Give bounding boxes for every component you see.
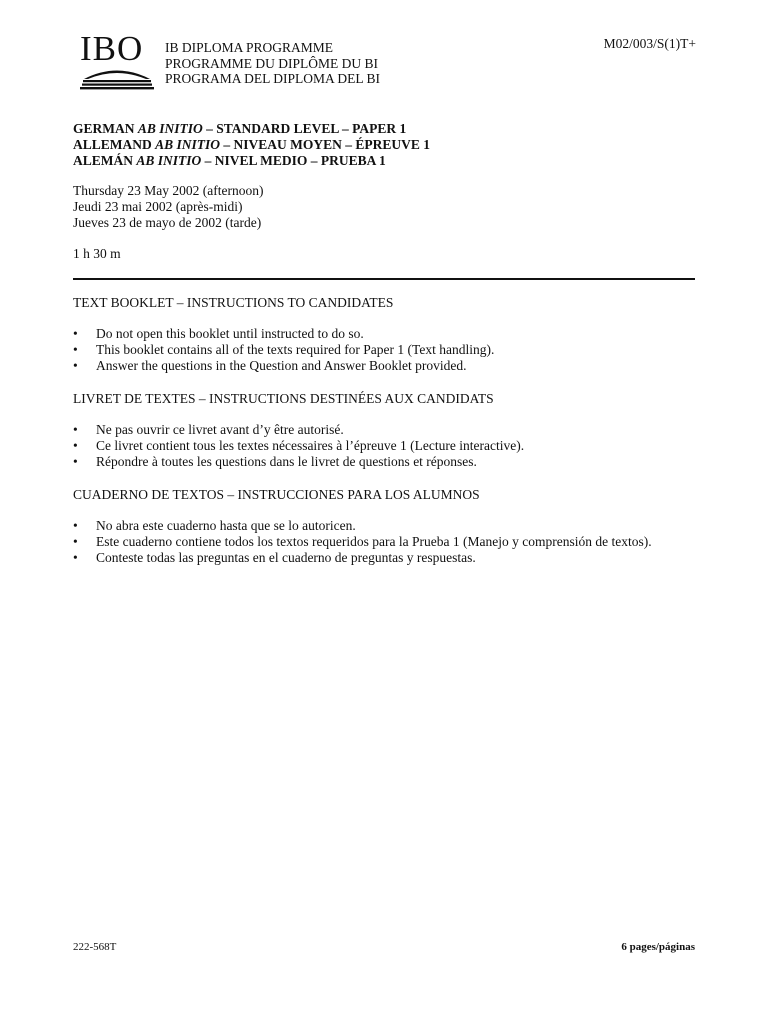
- list-item: • Answer the questions in the Question and Answer Booklet provided.: [73, 358, 467, 373]
- section-heading: LIVRET DE TEXTES – INSTRUCTIONS DESTINÉES AUX CANDIDATS: [73, 391, 494, 406]
- list-item: • Ce livret contient tous les textes nécessaires à l’épreuve 1 (Lecture interactive).: [73, 438, 525, 453]
- list-item: • Este cuaderno contiene todos los textos requeridos para la Prueba 1 (Manejo y comprensión de textos).: [73, 534, 652, 549]
- bullet-icon: •: [73, 534, 78, 549]
- date-fr: Jeudi 23 mai 2002 (après-midi): [73, 199, 243, 214]
- instructions-en: [73, 295, 494, 374]
- exam-dates: [73, 183, 263, 231]
- bullet-icon: •: [73, 422, 78, 437]
- ibo-logo: [80, 29, 156, 90]
- exam-duration: 1 h 30 m: [73, 246, 121, 261]
- date-es: Jueves 23 de mayo de 2002 (tarde): [73, 215, 262, 230]
- subject-line-fr: ALLEMAND AB INITIO – NIVEAU MOYEN – ÉPREUVE 1: [73, 137, 431, 152]
- logo-text: IBO: [80, 29, 144, 68]
- subject-line-en: GERMAN AB INITIO – STANDARD LEVEL – PAPER 1: [73, 121, 407, 136]
- subject-line-es: ALEMÁN AB INITIO – NIVEL MEDIO – PRUEBA 1: [73, 153, 386, 168]
- list-item: • Ne pas ouvrir ce livret avant d’y être autorisé.: [73, 422, 344, 437]
- page-count: 6 pages/páginas: [621, 941, 695, 953]
- exam-code: M02/003/S(1)T+: [603, 36, 696, 51]
- list-item: • Do not open this booklet until instructed to do so.: [73, 326, 364, 341]
- list-item: • No abra este cuaderno hasta que se lo autoricen.: [73, 518, 356, 533]
- divider: [73, 278, 695, 280]
- programme-titles: [165, 40, 380, 87]
- programme-line-fr: PROGRAMME DU DIPLÔME DU BI: [165, 55, 379, 71]
- bullet-icon: •: [73, 342, 78, 357]
- logo-emblem-icon: [80, 66, 154, 90]
- date-en: Thursday 23 May 2002 (afternoon): [73, 183, 264, 198]
- programme-line-en: IB DIPLOMA PROGRAMME: [165, 40, 334, 55]
- bullet-icon: •: [73, 454, 78, 469]
- programme-line-es: PROGRAMA DEL DIPLOMA DEL BI: [165, 71, 381, 86]
- list-item: • Répondre à toutes les questions dans le livret de questions et réponses.: [73, 454, 477, 469]
- instructions-es: [73, 487, 652, 566]
- section-heading: CUADERNO DE TEXTOS – INSTRUCCIONES PARA LOS ALUMNOS: [73, 487, 480, 502]
- bullet-icon: •: [73, 326, 78, 341]
- instructions-fr: [73, 391, 524, 470]
- list-item: • Conteste todas las preguntas en el cuaderno de preguntas y respuestas.: [73, 550, 476, 565]
- bullet-icon: •: [73, 438, 78, 453]
- bullet-icon: •: [73, 518, 78, 533]
- list-item: • This booklet contains all of the texts required for Paper 1 (Text handling).: [73, 342, 495, 357]
- section-heading: TEXT BOOKLET – INSTRUCTIONS TO CANDIDATES: [73, 295, 394, 310]
- bullet-icon: •: [73, 358, 78, 373]
- bullet-icon: •: [73, 550, 78, 565]
- booklet-number: 222-568T: [73, 941, 117, 953]
- subject-titles: [73, 121, 430, 169]
